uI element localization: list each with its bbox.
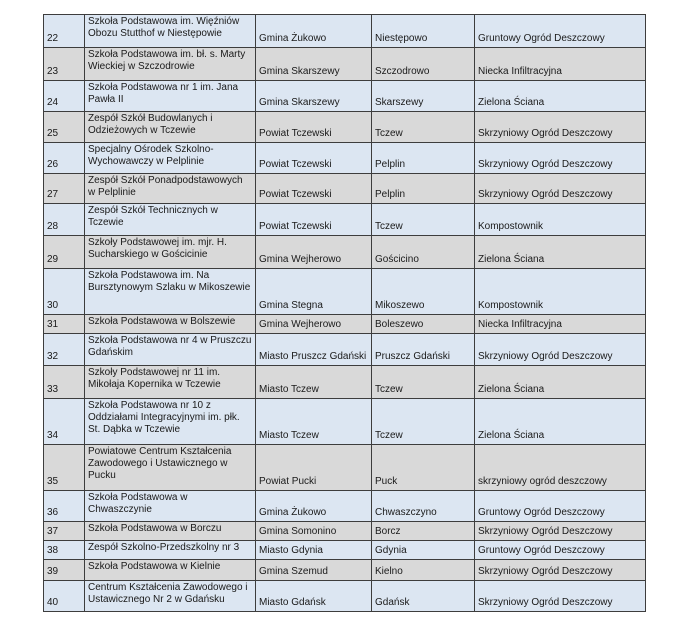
row-number: 34 bbox=[44, 399, 85, 445]
school-name: Szkoła Podstawowa nr 4 w Pruszczu Gdańskim bbox=[85, 334, 256, 366]
row-number: 25 bbox=[44, 112, 85, 143]
school-name: Szkoła Podstawowa im. bł. s. Marty Wieckiej w Szczodrowie bbox=[85, 48, 256, 81]
gmina: Miasto Pruszcz Gdański bbox=[256, 334, 372, 366]
town: Chwaszczyno bbox=[372, 491, 475, 522]
gmina: Powiat Tczewski bbox=[256, 174, 372, 204]
row-number: 30 bbox=[44, 269, 85, 315]
gmina: Gmina Skarszewy bbox=[256, 48, 372, 81]
row-number: 32 bbox=[44, 334, 85, 366]
row-number: 40 bbox=[44, 581, 85, 612]
town: Gdynia bbox=[372, 541, 475, 560]
garden-type: Niecka Infiltracyjna bbox=[475, 48, 646, 81]
school-name: Szkoła Podstawowa im. Więźniów Obozu Stutthof w Niestępowie bbox=[85, 15, 256, 48]
town: Puck bbox=[372, 445, 475, 491]
town: Kielno bbox=[372, 560, 475, 581]
gmina: Gmina Stegna bbox=[256, 269, 372, 315]
table-row bbox=[44, 366, 646, 399]
row-number: 23 bbox=[44, 48, 85, 81]
table-row bbox=[44, 236, 646, 269]
table-row bbox=[44, 15, 646, 48]
gmina: Powiat Tczewski bbox=[256, 204, 372, 236]
town: Mikoszewo bbox=[372, 269, 475, 315]
school-name: Szkoła Podstawowa w Borczu bbox=[85, 522, 256, 541]
gmina: Gmina Wejherowo bbox=[256, 315, 372, 334]
gmina: Gmina Żukowo bbox=[256, 15, 372, 48]
garden-type: Skrzyniowy Ogród Deszczowy bbox=[475, 112, 646, 143]
table-row bbox=[44, 334, 646, 366]
table-row bbox=[44, 522, 646, 541]
school-name: Szkoła Podstawowa w Bolszewie bbox=[85, 315, 256, 334]
table-row bbox=[44, 541, 646, 560]
garden-type: Skrzyniowy Ogród Deszczowy bbox=[475, 581, 646, 612]
table-row bbox=[44, 560, 646, 581]
town: Gościcino bbox=[372, 236, 475, 269]
table-row bbox=[44, 445, 646, 491]
garden-type: Niecka Infiltracyjna bbox=[475, 315, 646, 334]
table-row bbox=[44, 581, 646, 612]
town: Tczew bbox=[372, 112, 475, 143]
school-name: Szkoła Podstawowa im. Na Bursztynowym Szlaku w Mikoszewie bbox=[85, 269, 256, 315]
school-name: Szkoła Podstawowa w Kielnie bbox=[85, 560, 256, 581]
table-row bbox=[44, 81, 646, 112]
row-number: 38 bbox=[44, 541, 85, 560]
gmina: Powiat Tczewski bbox=[256, 112, 372, 143]
row-number: 24 bbox=[44, 81, 85, 112]
row-number: 26 bbox=[44, 143, 85, 174]
school-name: Zespół Szkolno-Przedszkolny nr 3 bbox=[85, 541, 256, 560]
table-row bbox=[44, 491, 646, 522]
school-name: Specjalny Ośrodek Szkolno-Wychowawczy w Pelplinie bbox=[85, 143, 256, 174]
gmina: Miasto Gdynia bbox=[256, 541, 372, 560]
school-name: Zespół Szkół Technicznych w Tczewie bbox=[85, 204, 256, 236]
gmina: Gmina Somonino bbox=[256, 522, 372, 541]
schools-table bbox=[43, 14, 646, 612]
garden-type: Zielona Ściana bbox=[475, 236, 646, 269]
town: Tczew bbox=[372, 204, 475, 236]
garden-type: Kompostownik bbox=[475, 269, 646, 315]
table-row bbox=[44, 269, 646, 315]
school-name: Szkoła Podstawowa nr 1 im. Jana Pawła II bbox=[85, 81, 256, 112]
town: Tczew bbox=[372, 399, 475, 445]
row-number: 33 bbox=[44, 366, 85, 399]
school-name: Szkoły Podstawowej im. mjr. H. Sucharskiego w Gościcinie bbox=[85, 236, 256, 269]
garden-type: skrzyniowy ogród deszczowy bbox=[475, 445, 646, 491]
row-number: 36 bbox=[44, 491, 85, 522]
town: Boleszewo bbox=[372, 315, 475, 334]
garden-type: Skrzyniowy Ogród Deszczowy bbox=[475, 143, 646, 174]
garden-type: Gruntowy Ogród Deszczowy bbox=[475, 541, 646, 560]
school-name: Szkoła Podstawowa nr 10 z Oddziałami Integracyjnymi im. płk. St. Dąbka w Tczewie bbox=[85, 399, 256, 445]
row-number: 37 bbox=[44, 522, 85, 541]
school-name: Zespół Szkół Ponadpodstawowych w Pelplinie bbox=[85, 174, 256, 204]
school-name: Centrum Kształcenia Zawodowego i Ustawicznego Nr 2 w Gdańsku bbox=[85, 581, 256, 612]
town: Skarszewy bbox=[372, 81, 475, 112]
garden-type: Zielona Ściana bbox=[475, 366, 646, 399]
town: Szczodrowo bbox=[372, 48, 475, 81]
town: Borcz bbox=[372, 522, 475, 541]
school-name: Powiatowe Centrum Kształcenia Zawodowego i Ustawicznego w Pucku bbox=[85, 445, 256, 491]
garden-type: Skrzyniowy Ogród Deszczowy bbox=[475, 334, 646, 366]
gmina: Miasto Tczew bbox=[256, 399, 372, 445]
gmina: Miasto Gdańsk bbox=[256, 581, 372, 612]
gmina: Miasto Tczew bbox=[256, 366, 372, 399]
gmina: Gmina Skarszewy bbox=[256, 81, 372, 112]
garden-type: Skrzyniowy Ogród Deszczowy bbox=[475, 174, 646, 204]
table-row bbox=[44, 204, 646, 236]
row-number: 35 bbox=[44, 445, 85, 491]
row-number: 29 bbox=[44, 236, 85, 269]
town: Pelplin bbox=[372, 174, 475, 204]
gmina: Gmina Wejherowo bbox=[256, 236, 372, 269]
row-number: 31 bbox=[44, 315, 85, 334]
row-number: 28 bbox=[44, 204, 85, 236]
gmina: Gmina Żukowo bbox=[256, 491, 372, 522]
garden-type: Zielona Ściana bbox=[475, 81, 646, 112]
town: Gdańsk bbox=[372, 581, 475, 612]
garden-type: Kompostownik bbox=[475, 204, 646, 236]
table-row bbox=[44, 174, 646, 204]
row-number: 27 bbox=[44, 174, 85, 204]
gmina: Powiat Tczewski bbox=[256, 143, 372, 174]
garden-type: Skrzyniowy Ogród Deszczowy bbox=[475, 560, 646, 581]
school-name: Zespół Szkół Budowlanych i Odzieżowych w Tczewie bbox=[85, 112, 256, 143]
table-row bbox=[44, 143, 646, 174]
table-row bbox=[44, 48, 646, 81]
town: Niestępowo bbox=[372, 15, 475, 48]
school-name: Szkoła Podstawowa w Chwaszczynie bbox=[85, 491, 256, 522]
town: Pruszcz Gdański bbox=[372, 334, 475, 366]
garden-type: Gruntowy Ogród Deszczowy bbox=[475, 491, 646, 522]
town: Tczew bbox=[372, 366, 475, 399]
table-row bbox=[44, 399, 646, 445]
garden-type: Zielona Ściana bbox=[475, 399, 646, 445]
table-row bbox=[44, 315, 646, 334]
school-name: Szkoły Podstawowej nr 11 im. Mikołaja Kopernika w Tczewie bbox=[85, 366, 256, 399]
row-number: 22 bbox=[44, 15, 85, 48]
garden-type: Gruntowy Ogród Deszczowy bbox=[475, 15, 646, 48]
garden-type: Skrzyniowy Ogród Deszczowy bbox=[475, 522, 646, 541]
town: Pelplin bbox=[372, 143, 475, 174]
table-row bbox=[44, 112, 646, 143]
gmina: Powiat Pucki bbox=[256, 445, 372, 491]
gmina: Gmina Szemud bbox=[256, 560, 372, 581]
row-number: 39 bbox=[44, 560, 85, 581]
